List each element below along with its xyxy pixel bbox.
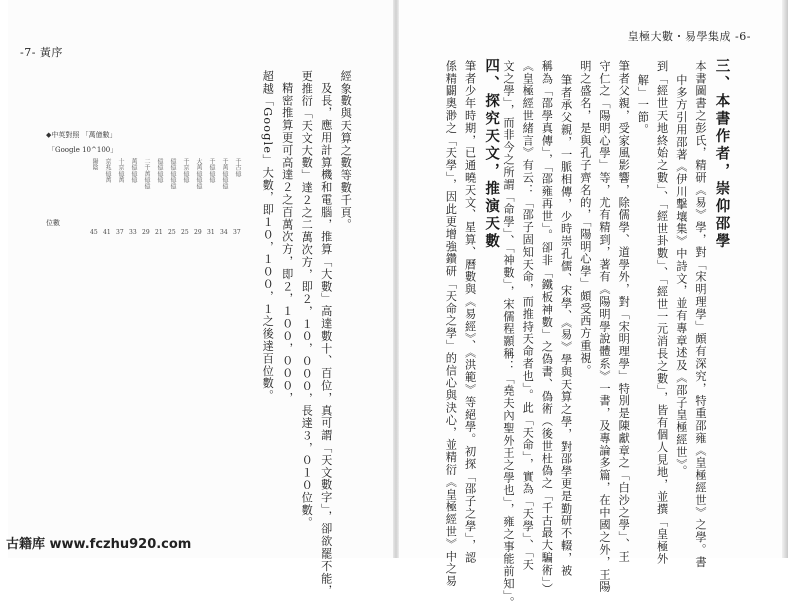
- text-column: 精密推算更可高達２之百萬次方，即２，１００，０００，: [280, 82, 294, 405]
- figure-row-digits: 25: [168, 229, 176, 236]
- text-column: 中多方引用邵著《伊川擊壤集》中詩文，並有專章述及《邵子皇極經世》。: [674, 74, 688, 478]
- left-page-header: -7- 黃序: [20, 46, 63, 59]
- figure-row-digits: 37: [233, 229, 241, 236]
- figure-row-name: 億億億億: [156, 158, 163, 184]
- figure-row-name: 千萬億億億: [221, 158, 228, 190]
- text-column: 及長，應用計算機和電腦，推算「大數」高達數十、百位，真可謂「天文數字」，卻欲罷不能，: [319, 82, 333, 598]
- figure-row-digits: 45: [90, 229, 98, 236]
- figure-row-digits: 41: [103, 229, 111, 236]
- figure-row-digits: 29: [194, 229, 202, 236]
- text-column: 筆者父親，受家風影響，除儒學、道學外，對「宋明理學」特別是陳獻章之「白沙之學」、王: [617, 60, 631, 563]
- page-edge: [782, 0, 788, 558]
- text-column: 明之盛名，是與孔子齊名的，「陽明心學」頗受西方重視。: [578, 60, 592, 377]
- figure-row-name: 千京億億: [182, 158, 189, 184]
- figure-row-name: 京兆億萬: [104, 158, 111, 184]
- figure-row-name: 大萬億億億: [195, 158, 202, 190]
- figure-row-name: 千古億: [234, 158, 241, 177]
- text-column: 文之學」，而非今之所謂「命學」、「神數」，宋儒程顥稱：「堯夫內聖外王之學也」，雍之事能前知」。: [502, 60, 515, 609]
- text-column: 守仁之「陽明心學」等，尤有精到，著有《陽明學說體系》一書，及專論多篇，在中國之外，王陽: [598, 60, 611, 594]
- figure-row-digits: 33: [129, 229, 137, 236]
- text-column: 到「經世天地終始之數」、「經世卦數」、「經世一元消長之數」，皆有個人見地，並撰「皇極外: [655, 60, 669, 566]
- figure-row-digits: 34: [220, 229, 228, 236]
- left-page: [8, 0, 396, 598]
- right-page-header: 皇極大數・易學集成 -6-: [627, 30, 751, 43]
- text-column: 筆者承父親，一脈相傳，少時崇孔儒、宋學、《易》學與天算之學，對邵學更是勤研不輟，被: [559, 74, 573, 577]
- text-column: 更推衍「天文大數」達２之二萬次方，即２，１０，０００，長達３，０１０位數。: [300, 70, 314, 529]
- google-number-figure: [46, 130, 246, 255]
- figure-row-name: 十京億萬: [117, 158, 124, 184]
- book-gutter: [393, 0, 399, 558]
- text-column: 係精闢奧渺之「天學」，因此更增強鑽研「天命之學」的信心與決心，並精衍《皇極經世》中之易: [444, 60, 458, 588]
- text-column: 超越「Google」大數，即１０，１００，１之後達百位數。: [261, 70, 275, 403]
- text-column: 本書圖書之彭氏，精研《易》學，對「宋明理學」頗有深究，特重邵雍《皇極經世》之學。書: [694, 60, 707, 569]
- text-column: 《皇極經世緒言》有云：「邵子固知天命，而推持天命者也」。此「天命」，實為「天學」、「天: [521, 60, 535, 571]
- text-column: 稱為「邵學真傳」，「邵雍再世」。卻非「鐵板神數」之偽書、偽術（後世杜偽之「千古最大騙術」）: [540, 60, 554, 596]
- figure-query: 「Google 10^100」: [48, 146, 118, 154]
- text-column: 筆者少年時期，已通曉天文、星算、曆數與《易經》、《洪範》等絕學。初探「邵子之學」，認: [463, 60, 477, 564]
- figure-title: ◆中英對照 「萬億數」: [46, 131, 117, 139]
- section-heading: 四、探究天文，推演天數: [483, 58, 501, 251]
- figure-row-digits: 25: [181, 229, 189, 236]
- figure-row-digits: 37: [116, 229, 124, 236]
- figure-row-digits: 21: [155, 229, 163, 236]
- figure-row-digits: 29: [142, 229, 150, 236]
- figure-row-name: 億億億億億: [169, 158, 176, 190]
- figure-row-name: 萬億億億: [130, 158, 137, 184]
- text-column: 解」一節。: [636, 74, 650, 136]
- figure-row-name: 千億億億: [208, 158, 215, 184]
- figure-row-name: 二千萬億億: [143, 158, 150, 190]
- site-watermark: 古籍库 www.fczhu920.com: [6, 537, 192, 552]
- figure-row-name: 陽陰: [91, 158, 98, 171]
- figure-row-digits: 31: [207, 229, 215, 236]
- figure-digit-label: 位數: [46, 219, 60, 227]
- text-column: 經象數與天算之數等數千頁。: [339, 70, 353, 232]
- section-heading: 三、本書作者，崇仰邵學: [713, 58, 731, 251]
